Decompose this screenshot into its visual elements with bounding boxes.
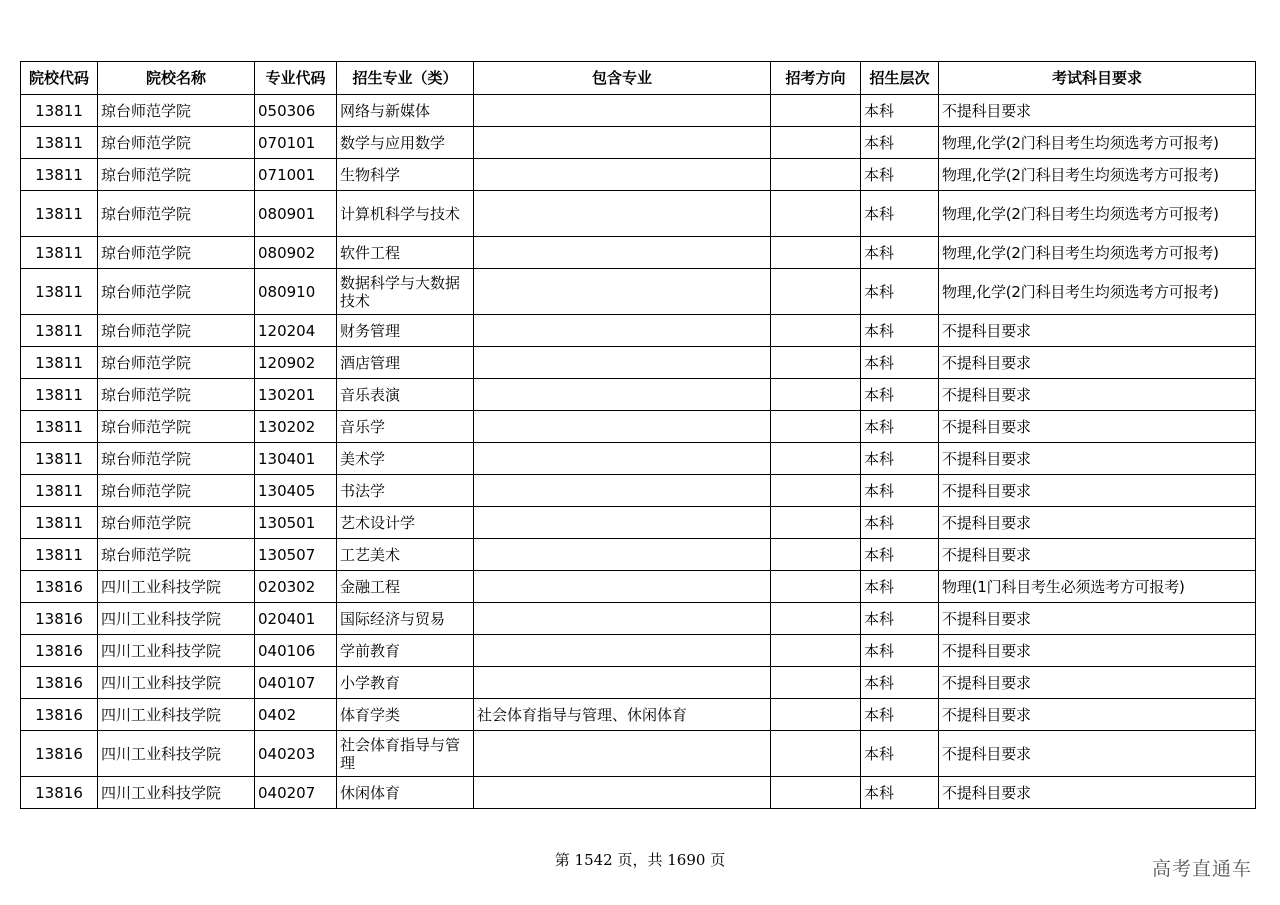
table-row <box>21 443 1256 475</box>
cell-included <box>474 571 771 603</box>
cell-included <box>474 347 771 379</box>
cell-major-code: 040106 <box>255 635 337 667</box>
cell-direction <box>771 237 861 269</box>
cell-major-code: 130405 <box>255 475 337 507</box>
cell-included <box>474 443 771 475</box>
cell-major-name: 生物科学 <box>337 159 474 191</box>
cell-level: 本科 <box>861 159 939 191</box>
page-footer: 第 1542 页，共 1690 页 <box>554 851 726 869</box>
cell-requirement: 不提科目要求 <box>939 507 1256 539</box>
cell-school-name: 琼台师范学院 <box>98 475 255 507</box>
cell-school-code: 13811 <box>21 95 98 127</box>
cell-level: 本科 <box>861 571 939 603</box>
cell-school-name: 四川工业科技学院 <box>98 603 255 635</box>
cell-included <box>474 777 771 809</box>
cell-level: 本科 <box>861 411 939 443</box>
cell-requirement: 不提科目要求 <box>939 777 1256 809</box>
cell-included <box>474 269 771 315</box>
cell-direction <box>771 507 861 539</box>
cell-major-code: 040203 <box>255 731 337 777</box>
cell-school-code: 13816 <box>21 699 98 731</box>
cell-school-code: 13811 <box>21 269 98 315</box>
cell-direction <box>771 699 861 731</box>
cell-major-name: 计算机科学与技术 <box>337 191 474 237</box>
cell-major-code: 130507 <box>255 539 337 571</box>
table-row <box>21 635 1256 667</box>
header-level: 招生层次 <box>861 62 939 95</box>
cell-requirement: 物理,化学(2门科目考生均须选考方可报考) <box>939 269 1256 315</box>
cell-school-code: 13811 <box>21 159 98 191</box>
cell-direction <box>771 315 861 347</box>
cell-direction <box>771 127 861 159</box>
table-row <box>21 315 1256 347</box>
cell-school-name: 琼台师范学院 <box>98 191 255 237</box>
cell-school-name: 琼台师范学院 <box>98 237 255 269</box>
cell-major-name: 国际经济与贸易 <box>337 603 474 635</box>
cell-included <box>474 539 771 571</box>
cell-requirement: 不提科目要求 <box>939 699 1256 731</box>
cell-school-code: 13811 <box>21 237 98 269</box>
cell-level: 本科 <box>861 667 939 699</box>
cell-level: 本科 <box>861 443 939 475</box>
cell-requirement: 不提科目要求 <box>939 667 1256 699</box>
table-body <box>21 95 1256 809</box>
cell-school-name: 琼台师范学院 <box>98 159 255 191</box>
cell-major-name: 数学与应用数学 <box>337 127 474 159</box>
cell-major-name: 体育学类 <box>337 699 474 731</box>
cell-level: 本科 <box>861 475 939 507</box>
cell-school-name: 四川工业科技学院 <box>98 635 255 667</box>
table-row <box>21 127 1256 159</box>
header-school-code: 院校代码 <box>21 62 98 95</box>
cell-included <box>474 191 771 237</box>
cell-major-code: 080901 <box>255 191 337 237</box>
cell-major-code: 040107 <box>255 667 337 699</box>
cell-major-name: 网络与新媒体 <box>337 95 474 127</box>
table-row <box>21 237 1256 269</box>
cell-school-name: 琼台师范学院 <box>98 315 255 347</box>
cell-school-code: 13816 <box>21 571 98 603</box>
cell-school-name: 琼台师范学院 <box>98 127 255 159</box>
cell-included <box>474 635 771 667</box>
cell-direction <box>771 347 861 379</box>
header-included: 包含专业 <box>474 62 771 95</box>
cell-school-code: 13811 <box>21 539 98 571</box>
cell-requirement: 不提科目要求 <box>939 95 1256 127</box>
cell-major-name: 小学教育 <box>337 667 474 699</box>
table-row <box>21 95 1256 127</box>
cell-level: 本科 <box>861 347 939 379</box>
cell-direction <box>771 411 861 443</box>
cell-major-name: 书法学 <box>337 475 474 507</box>
cell-requirement: 物理(1门科目考生必须选考方可报考) <box>939 571 1256 603</box>
cell-major-name: 音乐学 <box>337 411 474 443</box>
cell-major-name: 社会体育指导与管理 <box>337 731 474 777</box>
cell-major-name: 软件工程 <box>337 237 474 269</box>
cell-major-code: 020401 <box>255 603 337 635</box>
cell-school-name: 琼台师范学院 <box>98 539 255 571</box>
cell-major-code: 071001 <box>255 159 337 191</box>
cell-included <box>474 159 771 191</box>
header-direction: 招考方向 <box>771 62 861 95</box>
cell-school-name: 四川工业科技学院 <box>98 571 255 603</box>
cell-major-name: 工艺美术 <box>337 539 474 571</box>
cell-included <box>474 667 771 699</box>
table-row <box>21 347 1256 379</box>
cell-level: 本科 <box>861 379 939 411</box>
cell-requirement: 不提科目要求 <box>939 411 1256 443</box>
cell-school-name: 四川工业科技学院 <box>98 731 255 777</box>
cell-school-name: 琼台师范学院 <box>98 379 255 411</box>
cell-level: 本科 <box>861 635 939 667</box>
cell-direction <box>771 159 861 191</box>
table-row <box>21 475 1256 507</box>
cell-school-name: 琼台师范学院 <box>98 443 255 475</box>
cell-major-name: 美术学 <box>337 443 474 475</box>
cell-direction <box>771 443 861 475</box>
cell-school-code: 13816 <box>21 731 98 777</box>
watermark: 高考直通车 <box>1151 858 1252 880</box>
cell-major-code: 120204 <box>255 315 337 347</box>
cell-requirement: 不提科目要求 <box>939 347 1256 379</box>
cell-level: 本科 <box>861 777 939 809</box>
cell-major-name: 音乐表演 <box>337 379 474 411</box>
table-row <box>21 667 1256 699</box>
cell-level: 本科 <box>861 699 939 731</box>
cell-major-code: 080902 <box>255 237 337 269</box>
cell-requirement: 不提科目要求 <box>939 603 1256 635</box>
cell-included: 社会体育指导与管理、休闲体育 <box>474 699 771 731</box>
cell-included <box>474 379 771 411</box>
header-major-code: 专业代码 <box>255 62 337 95</box>
cell-direction <box>771 603 861 635</box>
cell-included <box>474 507 771 539</box>
cell-direction <box>771 379 861 411</box>
cell-major-name: 金融工程 <box>337 571 474 603</box>
cell-included <box>474 475 771 507</box>
cell-school-code: 13816 <box>21 667 98 699</box>
cell-level: 本科 <box>861 191 939 237</box>
cell-direction <box>771 667 861 699</box>
cell-direction <box>771 191 861 237</box>
cell-major-name: 酒店管理 <box>337 347 474 379</box>
admission-table <box>20 61 1256 809</box>
cell-major-code: 050306 <box>255 95 337 127</box>
header-school-name: 院校名称 <box>98 62 255 95</box>
cell-major-code: 0402 <box>255 699 337 731</box>
table-row <box>21 731 1256 777</box>
cell-school-code: 13811 <box>21 347 98 379</box>
cell-school-name: 四川工业科技学院 <box>98 699 255 731</box>
cell-school-code: 13816 <box>21 635 98 667</box>
cell-direction <box>771 269 861 315</box>
cell-major-code: 080910 <box>255 269 337 315</box>
cell-school-name: 琼台师范学院 <box>98 507 255 539</box>
cell-included <box>474 315 771 347</box>
cell-school-code: 13811 <box>21 191 98 237</box>
cell-direction <box>771 475 861 507</box>
header-major-name: 招生专业（类） <box>337 62 474 95</box>
cell-school-name: 琼台师范学院 <box>98 269 255 315</box>
cell-school-code: 13816 <box>21 777 98 809</box>
cell-level: 本科 <box>861 95 939 127</box>
table-row <box>21 603 1256 635</box>
cell-included <box>474 731 771 777</box>
cell-requirement: 不提科目要求 <box>939 475 1256 507</box>
cell-included <box>474 237 771 269</box>
header-row <box>21 62 1256 95</box>
cell-direction <box>771 731 861 777</box>
cell-direction <box>771 539 861 571</box>
cell-major-code: 120902 <box>255 347 337 379</box>
cell-included <box>474 95 771 127</box>
cell-major-code: 130202 <box>255 411 337 443</box>
cell-level: 本科 <box>861 603 939 635</box>
cell-school-code: 13811 <box>21 507 98 539</box>
cell-direction <box>771 571 861 603</box>
table-row <box>21 507 1256 539</box>
cell-included <box>474 603 771 635</box>
cell-requirement: 物理,化学(2门科目考生均须选考方可报考) <box>939 127 1256 159</box>
table-row <box>21 379 1256 411</box>
cell-requirement: 不提科目要求 <box>939 379 1256 411</box>
table-row <box>21 191 1256 237</box>
cell-requirement: 不提科目要求 <box>939 539 1256 571</box>
cell-level: 本科 <box>861 269 939 315</box>
cell-requirement: 不提科目要求 <box>939 315 1256 347</box>
cell-level: 本科 <box>861 507 939 539</box>
table-row <box>21 571 1256 603</box>
table-row <box>21 269 1256 315</box>
cell-included <box>474 127 771 159</box>
cell-direction <box>771 777 861 809</box>
table-row <box>21 539 1256 571</box>
cell-school-name: 琼台师范学院 <box>98 95 255 127</box>
cell-direction <box>771 95 861 127</box>
cell-level: 本科 <box>861 127 939 159</box>
cell-major-name: 财务管理 <box>337 315 474 347</box>
cell-major-code: 040207 <box>255 777 337 809</box>
table-row <box>21 411 1256 443</box>
cell-major-name: 数据科学与大数据技术 <box>337 269 474 315</box>
cell-major-name: 艺术设计学 <box>337 507 474 539</box>
cell-school-name: 琼台师范学院 <box>98 411 255 443</box>
cell-major-code: 020302 <box>255 571 337 603</box>
cell-requirement: 物理,化学(2门科目考生均须选考方可报考) <box>939 237 1256 269</box>
cell-major-name: 学前教育 <box>337 635 474 667</box>
cell-level: 本科 <box>861 315 939 347</box>
cell-requirement: 物理,化学(2门科目考生均须选考方可报考) <box>939 159 1256 191</box>
header-requirement: 考试科目要求 <box>939 62 1256 95</box>
cell-school-code: 13811 <box>21 315 98 347</box>
cell-level: 本科 <box>861 237 939 269</box>
cell-level: 本科 <box>861 539 939 571</box>
cell-major-code: 130501 <box>255 507 337 539</box>
cell-school-code: 13811 <box>21 411 98 443</box>
cell-school-code: 13811 <box>21 475 98 507</box>
table-row <box>21 159 1256 191</box>
cell-level: 本科 <box>861 731 939 777</box>
cell-school-code: 13811 <box>21 379 98 411</box>
cell-major-code: 070101 <box>255 127 337 159</box>
cell-school-code: 13816 <box>21 603 98 635</box>
cell-school-code: 13811 <box>21 127 98 159</box>
cell-major-code: 130201 <box>255 379 337 411</box>
cell-included <box>474 411 771 443</box>
table-row <box>21 777 1256 809</box>
cell-school-name: 琼台师范学院 <box>98 347 255 379</box>
cell-requirement: 不提科目要求 <box>939 443 1256 475</box>
cell-requirement: 不提科目要求 <box>939 635 1256 667</box>
cell-school-code: 13811 <box>21 443 98 475</box>
cell-major-code: 130401 <box>255 443 337 475</box>
cell-school-name: 四川工业科技学院 <box>98 667 255 699</box>
cell-requirement: 物理,化学(2门科目考生均须选考方可报考) <box>939 191 1256 237</box>
cell-major-name: 休闲体育 <box>337 777 474 809</box>
table-row <box>21 699 1256 731</box>
cell-school-name: 四川工业科技学院 <box>98 777 255 809</box>
cell-requirement: 不提科目要求 <box>939 731 1256 777</box>
cell-direction <box>771 635 861 667</box>
